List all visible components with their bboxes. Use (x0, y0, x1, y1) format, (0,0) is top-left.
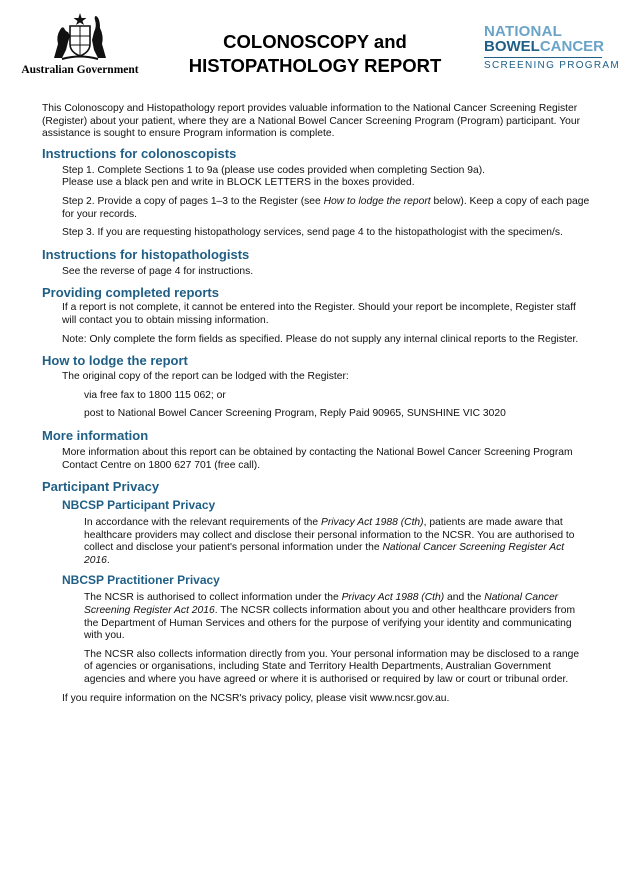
practitioner-privacy-text-2: The NCSR also collects information directly from you. Your personal information may be disclosed to a range of agencies or organisations, including State and Territory Health Departments, Australian Government agencies and where you have agreed or where it is authorised or required by law or court or tribunal order. (84, 648, 580, 686)
step-2-link-text: How to lodge the report (323, 195, 431, 207)
government-name: Australian Government (21, 64, 139, 76)
lodge-text: The original copy of the report can be lodged with the Register: (62, 371, 349, 383)
privacy-policy-text: If you require information on the NCSR's privacy policy, please visit www.ncsr.gov.au. (62, 692, 450, 704)
participant-privacy-text (84, 517, 584, 567)
program-logo-bowel: BOWEL (484, 38, 540, 55)
program-logo-line-1: NATIONAL (484, 23, 562, 40)
step-2-text-b: below). Keep a copy of each page for your records. (62, 195, 590, 220)
practitioner-privacy-act-1: Privacy Act 1988 (Cth) (341, 592, 445, 604)
lodge-post: post to National Bowel Cancer Screening Program, Reply Paid 90965, SUNSHINE VIC 3020 (84, 408, 506, 420)
histopathologists-text: See the reverse of page 4 for instructions. (62, 265, 254, 277)
nbcsp-logo (484, 23, 621, 72)
practitioner-privacy-text-b: and the (444, 592, 485, 604)
lodge-heading: How to lodge the report (42, 353, 188, 369)
program-logo-line-2 (484, 39, 610, 54)
completed-reports-text-1: If a report is not complete, it cannot be entered into the Register. Should your report be incomplete, Register staff will contact you to obtain missing information. (62, 302, 576, 326)
participant-privacy-text-a: In accordance with the relevant requirements of the (84, 517, 321, 529)
page-header (0, 0, 627, 90)
page-title (170, 30, 460, 78)
more-info-text: More information about this report can be obtained by contacting the National Bowel Cancer Screening Program Contact Centre on 1800 627 701 (free call). (62, 446, 573, 471)
completed-reports-text-2: Note: Only complete the form fields as specified. Please do not supply any internal clinical reports to the Register. (62, 333, 579, 345)
coat-of-arms-icon (48, 10, 112, 62)
step-1 (62, 165, 590, 190)
practitioner-privacy-heading: NBCSP Practitioner Privacy (62, 573, 220, 588)
step-3: Step 3. If you are requesting histopathology services, send page 4 to the histopathologist with the specimen/s. (62, 227, 563, 239)
participant-privacy-act-1: Privacy Act 1988 (Cth) (320, 517, 424, 529)
program-logo-cancer: CANCER (539, 38, 604, 55)
step-1-line-a: Step 1. Complete Sections 1 to 9a (please use codes provided when completing Section 9a). (62, 164, 485, 176)
title-line-1: COLONOSCOPY and (223, 31, 407, 52)
title-line-2: HISTOPATHOLOGY REPORT (188, 55, 442, 76)
practitioner-privacy-text-c: . The NCSR collects information about you and other healthcare providers from the Department of Human Services and others for the purpose of verifying your identity and communicating with you. (84, 605, 576, 642)
participant-privacy-act-2: National Cancer Screening Register Act 2016 (84, 542, 565, 566)
step-2-text-a: Step 2. Provide a copy of pages 1–3 to the Register (see (62, 195, 324, 207)
practitioner-privacy-act-2: National Cancer Screening Register Act 2016 (84, 592, 559, 617)
document-body (0, 103, 627, 705)
lodge-fax: via free fax to 1800 115 062; or (84, 389, 226, 401)
intro-paragraph: This Colonoscopy and Histopathology report provides valuable information to the National Cancer Screening Register (Register) about your patient, where they are a National Bowel Cancer Screening Program (Program) participant. Your assistance is sought to ensure Program information is complete. (42, 103, 580, 140)
participant-privacy-text-c: . (106, 554, 110, 566)
participant-privacy-heading: NBCSP Participant Privacy (62, 498, 216, 513)
program-logo-line-3: SCREENING PROGRAM (484, 60, 621, 71)
practitioner-privacy-text-a: The NCSR is authorised to collect information under the (84, 592, 342, 604)
australian-government-logo (20, 10, 140, 82)
program-logo-divider (484, 57, 602, 58)
privacy-heading: Participant Privacy (42, 479, 160, 495)
practitioner-privacy-text-1 (84, 592, 584, 642)
histopathologists-heading: Instructions for histopathologists (42, 246, 250, 262)
colonoscopists-heading: Instructions for colonoscopists (42, 145, 237, 161)
step-1-line-b: Please use a black pen and write in BLOCK LETTERS in the boxes provided. (62, 177, 415, 189)
more-info-heading: More information (42, 427, 149, 443)
step-2 (62, 196, 590, 221)
completed-reports-heading: Providing completed reports (42, 285, 219, 301)
participant-privacy-text-b: , patients are made aware that healthcare providers may collect and disclose their personal information to the NCSR. You are authorised to collect and disclose your patient's personal information under the (84, 517, 575, 554)
